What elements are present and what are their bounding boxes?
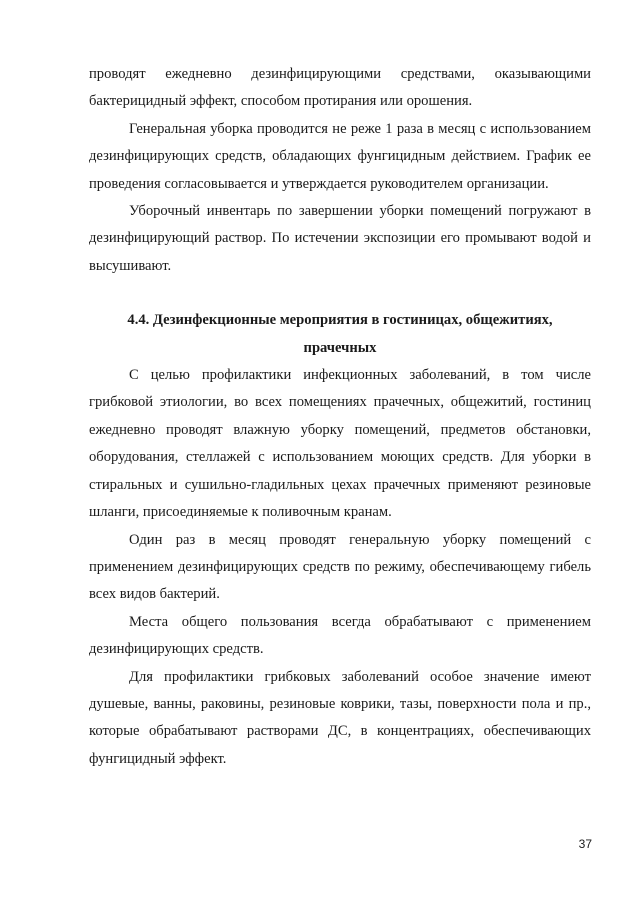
paragraph-monthly-cleaning: Один раз в месяц проводят генеральную уборку помещений с применением дезинфицирующих средств по режиму, обеспечивающему гибель всех видов бактерий. <box>89 531 591 603</box>
paragraph-fungal-prevention: Для профилактики грибковых заболеваний особое значение имеют душевые, ванны, раковины, резиновые коврики, тазы, поверхности пола и пр., которые обрабатывают растворами ДС, в концентрациях, обеспечивающих фунгицидный эффект. <box>89 668 591 767</box>
paragraph-prevention: С целью профилактики инфекционных заболеваний, в том числе грибковой этиологии, во всех помещениях прачечных, общежитий, гостиниц ежедневно проводят влажную уборку помещений, предметов обстановки, оборудования, стеллажей с использованием моющих средств. Для уборки в стиральных и сушильно-гладильных цехах прачечных применяют резиновые шланги, присоединяемые к поливочным кранам. <box>89 367 591 521</box>
paragraph-common-areas: Места общего пользования всегда обрабатывают с применением дезинфицирующих средств. <box>89 613 591 658</box>
section-heading-block <box>89 307 591 362</box>
paragraph-continuation: проводят ежедневно дезинфицирующими средствами, оказывающими бактерицидный эффект, способом протирания или орошения. <box>89 66 591 110</box>
section-heading: 4.4. Дезинфекционные мероприятия в гостиницах, общежитиях, прачечных <box>127 312 553 356</box>
paragraph-cleaning-equipment: Уборочный инвентарь по завершении уборки помещений погружают в дезинфицирующий раствор. По истечении экспозиции его промывают водой и высушивают. <box>89 203 591 274</box>
page-number: 37 <box>578 837 592 851</box>
paragraph-general-cleaning: Генеральная уборка проводится не реже 1 раза в месяц с использованием дезинфицирующих средств, обладающих фунгицидным действием. График ее проведения согласовывается и утверждается руководителем организации. <box>89 120 591 192</box>
page-body <box>89 61 591 773</box>
